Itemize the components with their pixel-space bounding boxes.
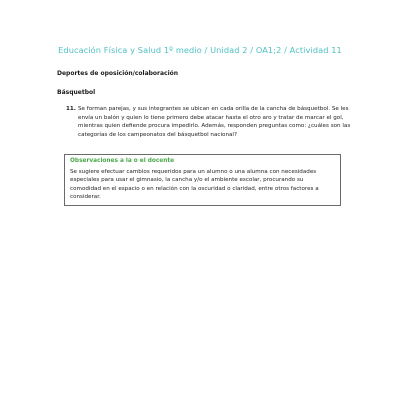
subsection-title: Básquetbol <box>57 89 96 96</box>
page-header: Educación Física y Salud 1º medio / Unidad 2 / OA1;2 / Actividad 11 <box>58 45 342 55</box>
observations-box <box>64 154 341 206</box>
section-title: Deportes de oposición/colaboración <box>57 70 179 77</box>
activity-item <box>66 105 356 139</box>
activity-text: Se forman parejas, y sus integrantes se ubican en cada orilla de la cancha de básquetbol. Se les envía un balón y quien lo tiene primero debe atacar hasta el otro aro y tratar de marcar el gol, mientras quien defiende procura impedirlo. Además, responden preguntas como: ¿cuáles son las categorías de los campeonatos del básquetbol nacional? <box>78 106 351 138</box>
observations-title: Observaciones a la o el docente <box>70 158 175 164</box>
observations-text: Se sugiere efectuar cambios requeridos para un alumno o una alumna con necesidades especiales para usar el gimnasio, la cancha y/o el ambiente escolar, procurando su comodidad en el espacio o en relación con la oscuridad o claridad, entre otros factores a considerar. <box>70 169 319 201</box>
activity-number: 11. <box>66 106 76 112</box>
